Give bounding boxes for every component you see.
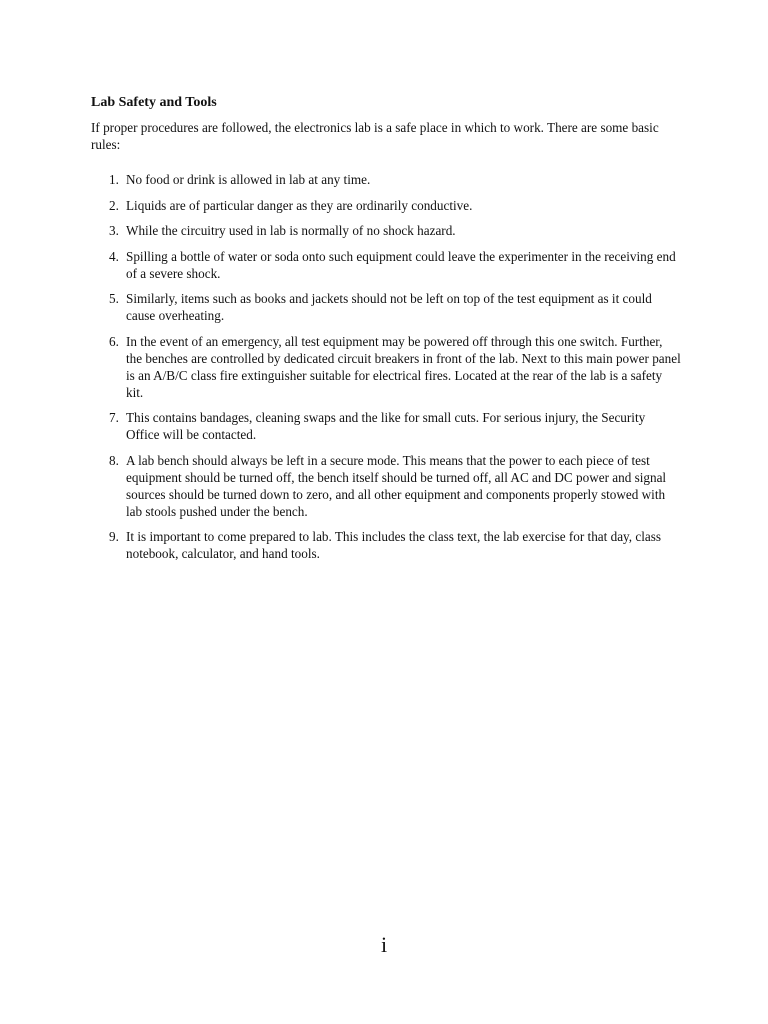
rules-list (91, 171, 681, 562)
list-item-number: 9. (109, 529, 119, 544)
document-page (91, 94, 681, 571)
list-item-number: 7. (109, 410, 119, 425)
list-item (91, 197, 681, 214)
list-item (91, 333, 681, 401)
list-item-text: Spilling a bottle of water or soda onto such equipment could leave the experimenter in the receiving end of a severe shock. (126, 248, 676, 281)
list-item-text: No food or drink is allowed in lab at any time. (126, 172, 371, 187)
list-item-text: While the circuitry used in lab is normally of no shock hazard. (126, 223, 456, 238)
list-item-text: Similarly, items such as books and jackets should not be left on top of the test equipment as it could cause overheating. (126, 291, 652, 323)
list-item-text: This contains bandages, cleaning swaps and the like for small cuts. For serious injury, the Security Office will be contacted. (126, 410, 646, 442)
section-heading: Lab Safety and Tools (91, 95, 217, 110)
list-item (91, 248, 681, 282)
list-item-number: 2. (109, 197, 119, 213)
list-item-text: Liquids are of particular danger as they are ordinarily conductive. (126, 197, 473, 213)
list-item (91, 222, 681, 239)
list-item (91, 452, 681, 520)
list-item-number: 6. (109, 333, 119, 349)
list-item (91, 528, 681, 562)
list-item-text: It is important to come prepared to lab. This includes the class text, the lab exercise for that day, class notebook, calculator, and hand tools. (126, 529, 662, 561)
intro-paragraph: If proper procedures are followed, the electronics lab is a safe place in which to work. There are some basic rules: (91, 120, 659, 152)
list-item-number: 3. (109, 223, 119, 238)
list-item (91, 290, 681, 324)
list-item-text: A lab bench should always be left in a secure mode. This means that the power to each piece of test equipment should be turned off, the bench itself should be turned off, all AC and DC power and signal sources should be turned down to zero, and all other equipment and components properly stowed with lab stools pushed under the bench. (126, 452, 667, 519)
list-item-number: 1. (109, 172, 119, 187)
list-item-number: 5. (109, 291, 119, 306)
page-number: i (380, 932, 388, 957)
list-item-number: 8. (109, 452, 119, 468)
list-item (91, 171, 681, 188)
list-item-text: In the event of an emergency, all test equipment may be powered off through this one switch. Further, the benches are controlled by dedicated circuit breakers in front of the lab. Next to this main power panel is an A/B/C class fire extinguisher suitable for electrical fires. Located at the rear of the lab is a safety kit. (126, 333, 681, 400)
list-item (91, 409, 681, 443)
list-item-number: 4. (109, 248, 119, 264)
